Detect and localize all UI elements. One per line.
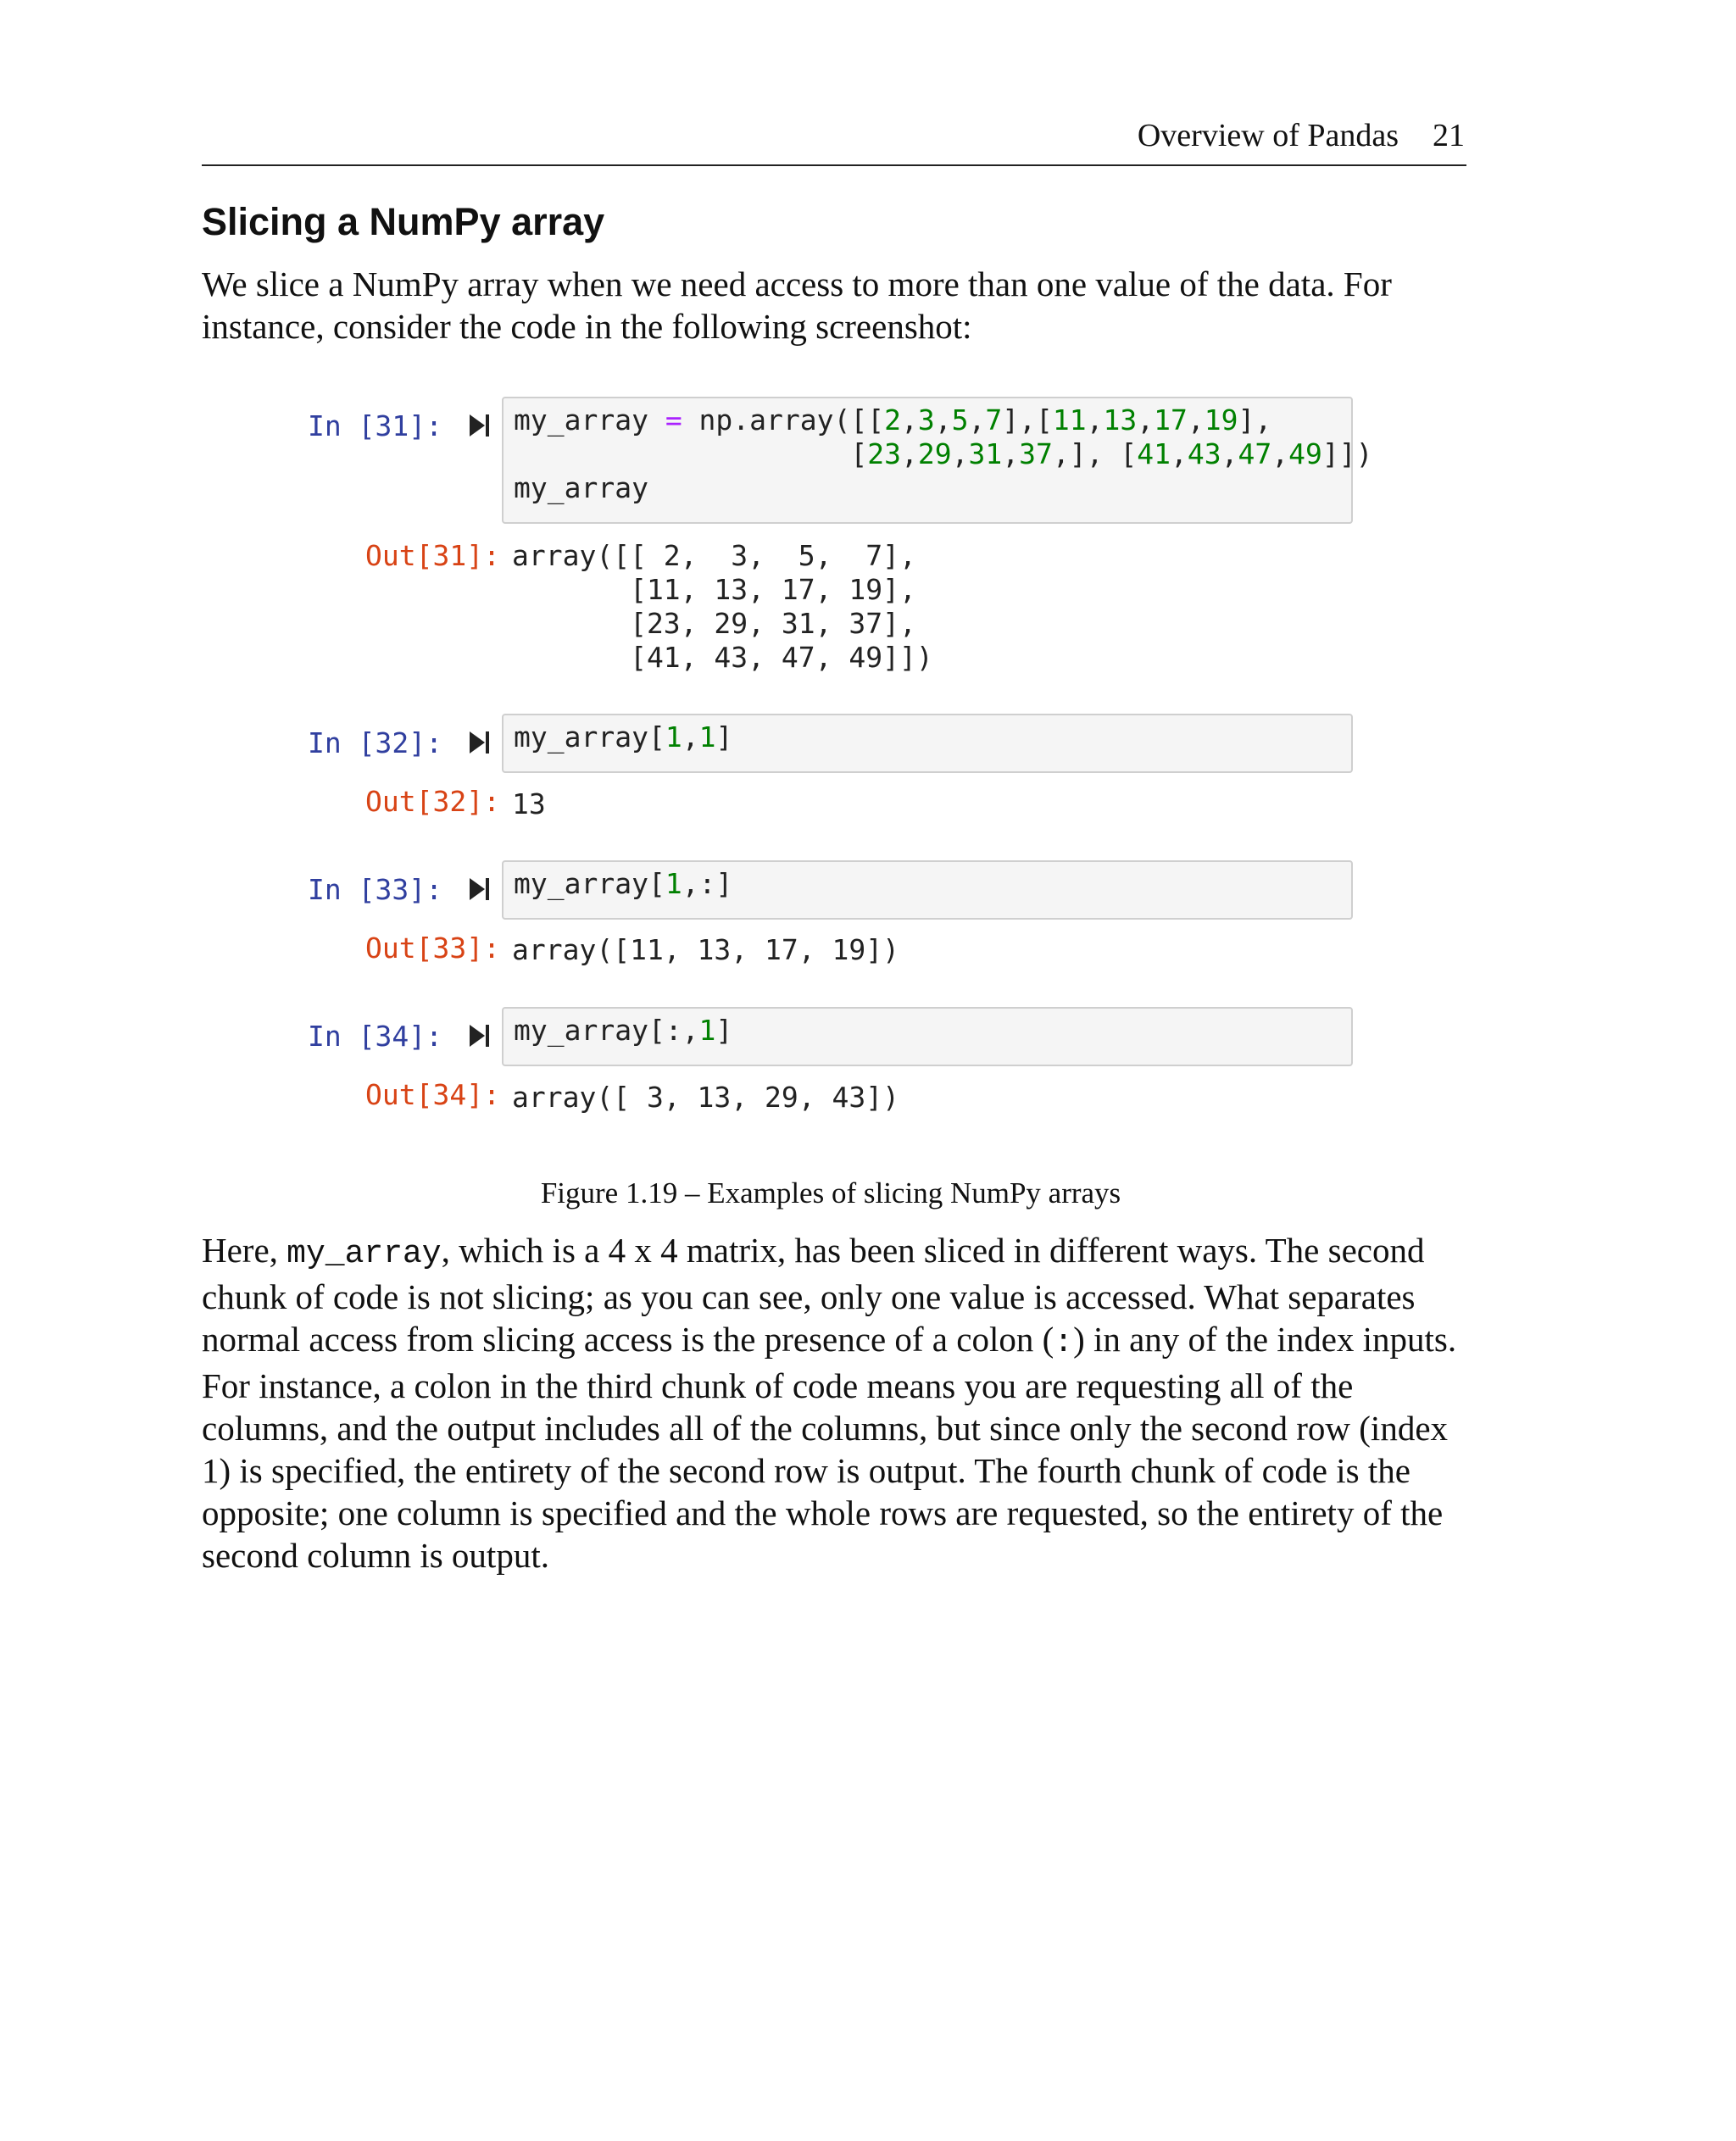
inline-code: my_array bbox=[287, 1236, 442, 1272]
section-heading: Slicing a NumPy array bbox=[202, 200, 605, 243]
inline-code: : bbox=[1054, 1325, 1074, 1361]
in-prompt-32: In [32]: bbox=[308, 726, 442, 759]
out-prompt-34: Out[34]: bbox=[365, 1078, 500, 1111]
output-line: [11, 13, 17, 19], bbox=[512, 573, 916, 606]
out-prompt-31: Out[31]: bbox=[365, 539, 500, 572]
out-prompt-32: Out[32]: bbox=[365, 785, 500, 818]
header-title: Overview of Pandas bbox=[1137, 118, 1399, 153]
code-cell-32[interactable] bbox=[502, 714, 1353, 773]
code-line: my_array[:,1] bbox=[514, 1014, 733, 1047]
in-prompt-33: In [33]: bbox=[308, 873, 442, 906]
in-prompt-31: In [31]: bbox=[308, 409, 442, 442]
intro-paragraph: We slice a NumPy array when we need access to more than one value of the data. For instance, consider the code in the following screenshot: bbox=[202, 264, 1392, 346]
figure-caption: Figure 1.19 – Examples of slicing NumPy arrays bbox=[540, 1176, 1121, 1210]
code-line: [23,29,31,37,], [41,43,47,49]]) bbox=[514, 437, 1373, 470]
text-run: , which is a 4 x 4 matrix, has been sliced in different ways. The second chunk of code is not slicing; as you can see, only one value is accessed. What separates normal access from slicing access is the presence of a colon ( bbox=[202, 1231, 1425, 1359]
code-cell-31[interactable] bbox=[502, 397, 1373, 524]
explanation-paragraph bbox=[202, 1229, 1473, 1577]
run-cell-icon[interactable] bbox=[468, 1023, 492, 1048]
code-cell-34[interactable] bbox=[502, 1007, 1353, 1066]
text-run: Here, bbox=[202, 1231, 287, 1270]
output-line: array([[ 2, 3, 5, 7], bbox=[512, 539, 916, 572]
page-number: 21 bbox=[1433, 118, 1465, 153]
in-prompt-34: In [34]: bbox=[308, 1020, 442, 1053]
output-line: [23, 29, 31, 37], bbox=[512, 607, 916, 640]
code-cell-33[interactable] bbox=[502, 860, 1353, 920]
run-cell-icon[interactable] bbox=[468, 876, 492, 902]
out-prompt-33: Out[33]: bbox=[365, 931, 500, 965]
text-run: ) in any of the index inputs. For instance, a colon in the third chunk of code means you are requesting all of the columns, and the output includes all of the columns, but since only the second row (index 1) is specified, the entirety of the second row is output. The fourth chunk of code is the opposite; one column is specified and the whole rows are requested, so the entirety of the second column is output. bbox=[202, 1320, 1457, 1575]
code-line: my_array[1,1] bbox=[514, 720, 733, 754]
run-cell-icon[interactable] bbox=[468, 413, 492, 438]
running-header bbox=[202, 110, 1466, 166]
output-line: [41, 43, 47, 49]]) bbox=[512, 641, 933, 674]
output-33: array([11, 13, 17, 19]) bbox=[512, 933, 899, 966]
code-line: my_array[1,:] bbox=[514, 867, 733, 900]
output-32: 13 bbox=[512, 787, 546, 820]
output-31 bbox=[512, 539, 933, 675]
code-line: my_array bbox=[514, 471, 648, 504]
output-34: array([ 3, 13, 29, 43]) bbox=[512, 1081, 899, 1114]
code-line: my_array = np.array([[2,3,5,7],[11,13,17,19], bbox=[514, 403, 1272, 437]
run-cell-icon[interactable] bbox=[468, 730, 492, 755]
